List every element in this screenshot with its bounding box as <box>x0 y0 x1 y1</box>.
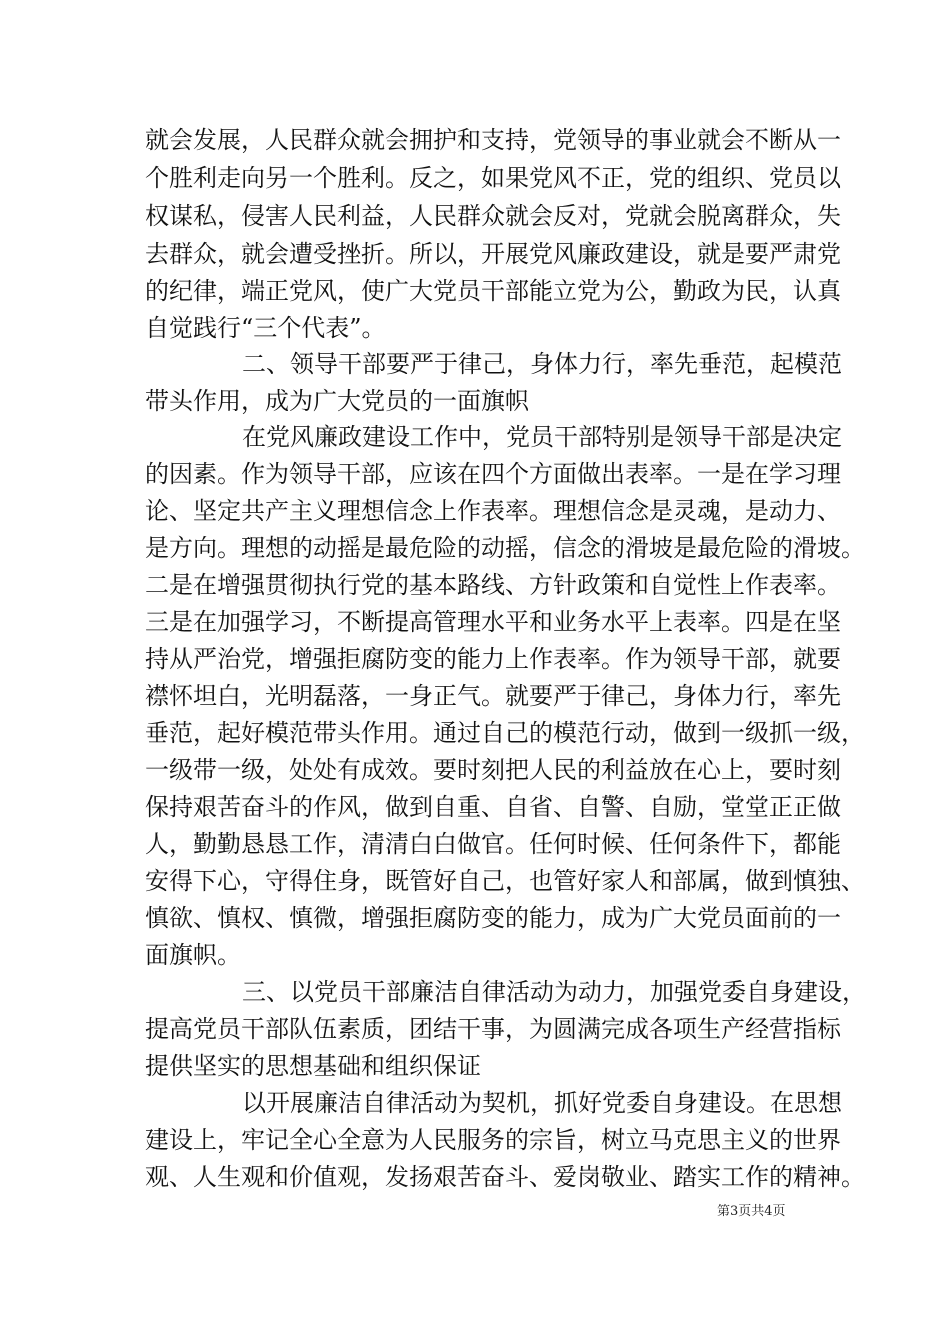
paragraph-line: 个胜利走向另一个胜利。反之，如果党风不正，党的组织、党员以 <box>145 164 841 192</box>
paragraph-line: 以开展廉洁自律活动为契机，抓好党委自身建设。在思想 <box>242 1089 842 1117</box>
section-heading-line: 二、领导干部要严于律己，身体力行，率先垂范，起模范 <box>242 350 842 378</box>
section-heading-line: 提供坚实的思想基础和组织保证 <box>145 1052 481 1080</box>
paragraph-line: 就会发展，人民群众就会拥护和支持，党领导的事业就会不断从一 <box>145 126 841 154</box>
paragraph-line: 三是在加强学习，不断提高管理水平和业务水平上表率。四是在坚 <box>145 608 841 636</box>
paragraph-line: 襟怀坦白，光明磊落，一身正气。就要严于律己，身体力行，率先 <box>145 682 841 710</box>
paragraph-line: 论、坚定共产主义理想信念上作表率。理想信念是灵魂，是动力、 <box>145 497 841 525</box>
page-number-footer: 第3页共4页 <box>717 1204 786 1219</box>
paragraph-line: 在党风廉政建设工作中，党员干部特别是领导干部是决定 <box>242 423 842 451</box>
paragraph-line: 二是在增强贯彻执行党的基本路线、方针政策和自觉性上作表率。 <box>145 571 841 599</box>
section-heading-line: 带头作用，成为广大党员的一面旗帜 <box>145 387 529 415</box>
paragraph-line: 一级带一级，处处有成效。要时刻把人民的利益放在心上，要时刻 <box>145 756 841 784</box>
paragraph-line: 面旗帜。 <box>145 941 241 969</box>
paragraph-line: 垂范，起好模范带头作用。通过自己的模范行动，做到一级抓一级， <box>145 719 865 747</box>
paragraph-line: 是方向。理想的动摇是最危险的动摇，信念的滑坡是最危险的滑坡。 <box>145 534 865 562</box>
paragraph-line: 保持艰苦奋斗的作风，做到自重、自省、自警、自励，堂堂正正做 <box>145 793 841 821</box>
paragraph-line: 建设上，牢记全心全意为人民服务的宗旨，树立马克思主义的世界 <box>145 1126 841 1154</box>
paragraph-line: 去群众，就会遭受挫折。所以，开展党风廉政建设，就是要严肃党 <box>145 240 841 268</box>
paragraph-line: 慎欲、慎权、慎微，增强拒腐防变的能力，成为广大党员面前的一 <box>145 904 841 932</box>
paragraph-line: 自觉践行“三个代表”。 <box>145 314 386 342</box>
paragraph-line: 持从严治党，增强拒腐防变的能力上作表率。作为领导干部，就要 <box>145 645 841 673</box>
paragraph-line: 人，勤勤恳恳工作，清清白白做官。任何时候、任何条件下，都能 <box>145 830 841 858</box>
paragraph-line: 安得下心，守得住身，既管好自己，也管好家人和部属，做到慎独、 <box>145 867 865 895</box>
paragraph-line: 观、人生观和价值观，发扬艰苦奋斗、爱岗敬业、踏实工作的精神。 <box>145 1163 865 1191</box>
section-heading-line: 提高党员干部队伍素质，团结干事，为圆满完成各项生产经营指标 <box>145 1015 841 1043</box>
paragraph-line: 的因素。作为领导干部，应该在四个方面做出表率。一是在学习理 <box>145 460 841 488</box>
section-heading-line: 三、以党员干部廉洁自律活动为动力，加强党委自身建设， <box>242 978 866 1006</box>
paragraph-line: 的纪律，端正党风，使广大党员干部能立党为公，勤政为民，认真 <box>145 277 841 305</box>
paragraph-line: 权谋私，侵害人民利益，人民群众就会反对，党就会脱离群众，失 <box>145 202 841 230</box>
